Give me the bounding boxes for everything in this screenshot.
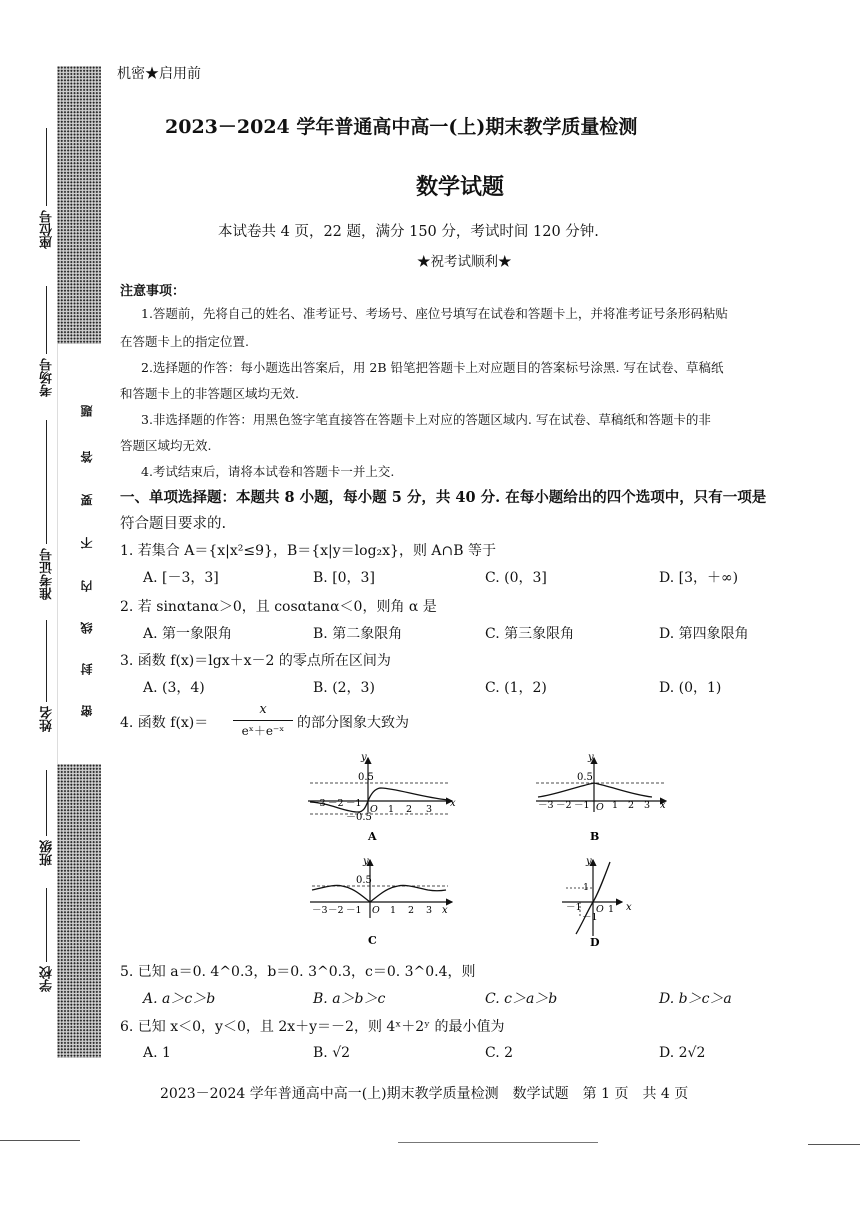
name-label: 姓名 [40,706,55,732]
scan-edge-line [398,1142,598,1143]
seal-char: 不 [80,537,94,549]
q5-option-d: D. b＞c＞a [659,991,732,1007]
seal-char: 题 [80,405,94,417]
confidential-mark: 机密★启用前 [117,66,201,82]
scan-edge-line [808,1144,860,1145]
graph-d-origin: O [596,904,604,915]
note-3-line-2: 答题区域均无效. [120,438,212,453]
graph-c-origin: O [372,905,380,916]
note-2-line-1: 2.选择题的作答：每小题选出答案后，用 2B 铅笔把答题卡上对应题目的答案标号涂黑. 写在试卷、草稿纸 [141,360,724,375]
graph-d-tick: 1 [583,882,590,893]
class-label: 班级 [40,840,55,866]
note-4: 4.考试结束后，请将本试卷和答题卡一并上交. [141,464,395,479]
graph-d-tick: 1 [608,904,615,915]
graph-c-tick: 2 [408,905,415,916]
q2-option-d: D. 第四象限角 [659,626,749,642]
q1-option-b: B. [0，3] [313,570,375,586]
graph-b-half: 0.5 [577,772,593,783]
graph-a[interactable] [308,752,456,843]
graph-a-half: 0.5 [358,772,374,783]
q1-option-d: D. [3，＋∞) [659,570,739,586]
graph-c-tick: 3 [426,905,433,916]
binding-pattern-bottom [57,764,101,1058]
graph-b-x-label: x [660,800,666,811]
q5-option-a: A. a＞c＞b [143,991,216,1007]
question-3: 3. 函数 f(x)＝lgx＋x－2 的零点所在区间为 [120,653,391,669]
graph-a-tick: 1 [388,804,395,815]
seat-number-label: 座位号 [40,210,55,249]
graph-d-y-label: y [586,856,592,867]
q6-option-b: B. √2 [313,1045,351,1061]
graph-a-label: A [368,830,377,843]
section-1-heading: 一、单项选择题：本题共 8 小题，每小题 5 分，共 40 分. 在每小题给出的四个选项中，只有一项是 [120,489,767,506]
q4-fraction-numerator: x [259,702,267,717]
binding-pattern-top [57,66,101,344]
graph-c-y-label: y [363,856,369,867]
q5-option-b: B. a＞b＞c [313,991,386,1007]
question-4-suffix: 的部分图象大致为 [297,715,409,731]
admission-number-label: 准考证号 [40,548,55,600]
graph-d-label: D [590,936,600,949]
q6-option-a: A. 1 [143,1045,171,1061]
note-3-line-1: 3.非选择题的作答：用黑色签字笔直接答在答题卡上对应的答题区域内. 写在试卷、草稿纸和答题卡的非 [141,412,711,427]
seal-char: 要 [80,494,94,506]
paper-subtitle: 数学试题 [415,174,504,200]
exam-title: 2023－2024 学年普通高中高一(上)期末教学质量检测 [165,116,638,138]
graph-a-x-label: x [450,798,456,809]
graph-a-tick: －3 [310,798,326,809]
graph-a-tick: 2 [406,804,413,815]
q3-option-b: B. (2，3) [313,680,375,696]
school-line[interactable] [46,888,47,962]
graph-b-origin: O [596,802,604,813]
graph-d-x-label: x [626,902,632,913]
graph-c[interactable] [310,856,452,947]
graph-b-tick: －3 [538,800,554,811]
question-2: 2. 若 sinαtanα＞0，且 cosαtanα＜0，则角 α 是 [120,599,437,615]
graph-b-tick: －2 [556,800,572,811]
graph-a-y-label: y [361,752,367,763]
note-2-line-2: 和答题卡上的非答题区域均无效. [120,386,299,401]
q1-option-a: A. [－3，3] [143,570,219,586]
q1-option-c: C. (0，3] [485,570,547,586]
q3-option-c: C. (1，2) [485,680,547,696]
exam-info: 本试卷共 4 页，22 题，满分 150 分，考试时间 120 分钟. [218,224,599,240]
exam-room-label: 考场号 [40,358,55,397]
graph-a-tick: －2 [328,798,344,809]
name-line[interactable] [46,620,47,702]
graph-a-tick: －1 [346,798,362,809]
seal-char: 内 [80,580,94,592]
admission-number-line[interactable] [46,420,47,544]
seal-char: 密 [80,705,94,717]
note-1-line-2: 在答题卡上的指定位置. [120,334,249,349]
seal-char: 封 [80,663,94,675]
graph-b-y-label: y [588,752,594,763]
graph-c-half: 0.5 [356,875,372,886]
class-line[interactable] [46,770,47,836]
q3-option-a: A. (3，4) [143,680,205,696]
graph-b[interactable] [536,752,666,843]
q4-fraction-bar [233,720,293,721]
question-6: 6. 已知 x＜0，y＜0，且 2x＋y＝－2，则 4ˣ＋2ʸ 的最小值为 [120,1019,505,1035]
page-footer: 2023－2024 学年普通高中高一(上)期末教学质量检测 数学试题 第 1 页 共 4 页 [160,1086,689,1102]
notes-heading: 注意事项： [120,284,186,299]
seal-char: 线 [80,622,94,634]
wish-line: ★祝考试顺利★ [417,254,512,270]
graph-c-label: C [368,934,377,947]
graph-d-tick: －1 [566,902,582,913]
section-1-heading-cont: 符合题目要求的. [120,516,227,532]
graph-b-label: B [590,830,600,843]
school-label: 学校 [40,966,55,992]
graph-d-tick: －1 [582,912,598,923]
graph-c-tick: －2 [328,905,344,916]
question-5: 5. 已知 a＝0. 4^0.3，b＝0. 3^0.3，c＝0. 3^0.4，则 [120,964,476,980]
graph-c-tick: －1 [346,905,362,916]
q6-option-d: D. 2√2 [659,1045,706,1061]
graph-c-x-label: x [442,905,448,916]
graph-a-tick: 3 [426,804,433,815]
graph-a-origin: O [370,804,378,815]
q4-fraction-denominator: eˣ＋e⁻ˣ [241,724,285,738]
q2-option-c: C. 第三象限角 [485,626,575,642]
graph-c-tick: 1 [390,905,397,916]
q5-option-c: C. c＞a＞b [485,991,558,1007]
question-4-prefix: 4. 函数 f(x)＝ [120,715,209,731]
question-1: 1. 若集合 A＝{x|x²≤9}，B＝{x|y＝log₂x}，则 A∩B 等于 [120,543,496,559]
graph-b-tick: 3 [644,800,651,811]
graph-a-neg-half: －0.5 [346,812,372,823]
graph-c-tick: －3 [312,905,328,916]
q4-graphs [300,750,770,956]
note-1-line-1: 1.答题前，先将自己的姓名、准考证号、考场号、座位号填写在试卷和答题卡上，并将准考证号条形码粘贴 [141,306,728,321]
q2-option-a: A. 第一象限角 [143,626,233,642]
exam-room-line[interactable] [46,286,47,354]
q6-option-c: C. 2 [485,1045,514,1061]
graph-b-tick: －1 [574,800,590,811]
scan-edge-line [0,1140,80,1141]
q3-option-d: D. (0，1) [659,680,722,696]
graph-b-tick: 1 [612,800,619,811]
graph-b-tick: 2 [628,800,635,811]
q2-option-b: B. 第二象限角 [313,626,403,642]
graph-d[interactable] [562,856,632,949]
seal-char: 答 [80,451,94,463]
